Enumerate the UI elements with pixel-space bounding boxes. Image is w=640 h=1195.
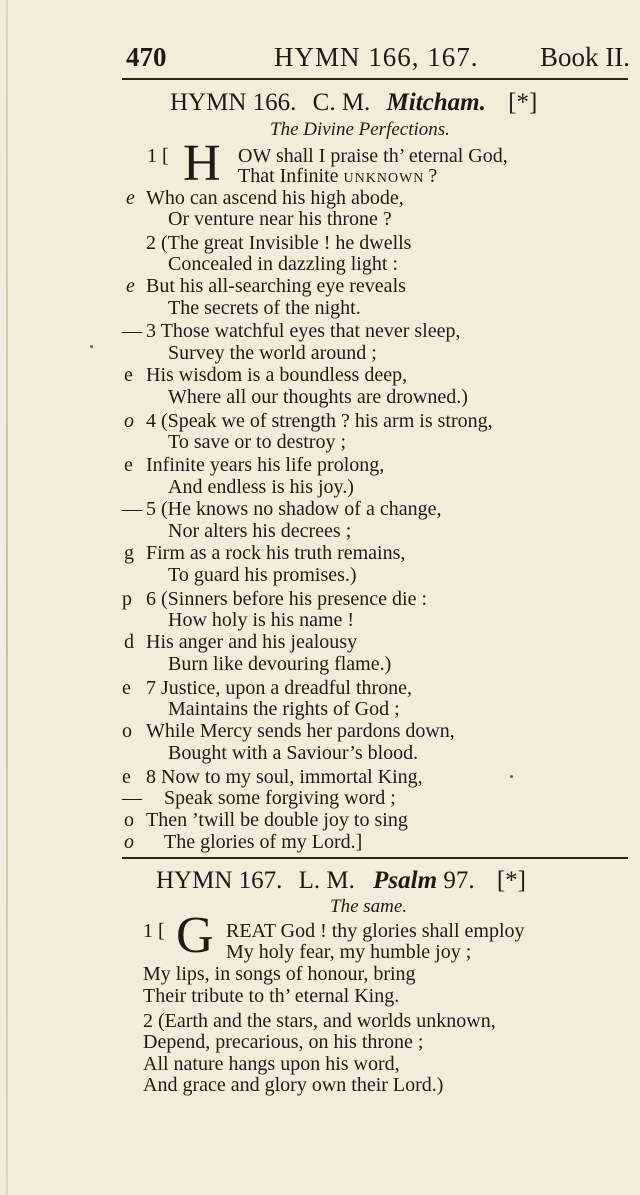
book-label: Book II.	[540, 42, 630, 72]
verse-line: 2 (The great Invisible ! he dwells	[146, 232, 412, 254]
dynamic-mark: d	[124, 631, 134, 653]
verse-line: Or venture near his throne ?	[168, 208, 392, 230]
hymn-166-meter: C. M.	[312, 89, 371, 116]
running-title: HYMN 166, 167.	[274, 42, 479, 72]
verse-line: 3 Those watchful eyes that never sleep,	[146, 320, 461, 342]
hymn-166-dropcap: H	[183, 135, 221, 192]
verse-line: All nature hangs upon his word,	[143, 1053, 400, 1075]
verse-line: How holy is his name !	[168, 609, 355, 631]
verse-line: Where all our thoughts are drowned.)	[168, 386, 468, 408]
hymn-167-subtitle: The same.	[330, 896, 408, 917]
verse-line: His anger and his jealousy	[146, 631, 358, 653]
hymn-166-line-2-smallcaps: UNKNOWN	[343, 171, 425, 186]
hymn-167-tune: Psalm	[373, 867, 438, 894]
verse-line: 2 (Earth and the stars, and worlds unknown,	[143, 1010, 496, 1032]
hymn-167-heading	[156, 867, 526, 895]
dynamic-mark: o	[124, 410, 134, 432]
hymn-167-line-1: REAT God ! thy glories shall employ	[226, 920, 525, 942]
verse-line: Burn like devouring flame.)	[168, 653, 392, 675]
hymn-166-heading	[170, 89, 537, 117]
dynamic-mark: p	[122, 588, 132, 610]
verse-line: Firm as a rock his truth remains,	[146, 542, 406, 564]
dynamic-mark: e	[124, 364, 133, 386]
verse-line: 7 Justice, upon a dreadful throne,	[146, 677, 413, 699]
ink-speck	[90, 345, 93, 348]
ink-speck	[510, 775, 513, 778]
dynamic-mark: e	[126, 187, 135, 209]
verse-line: Concealed in dazzling light :	[168, 253, 398, 275]
verse-line: While Mercy sends her pardons down,	[146, 720, 455, 742]
hymn-separator-rule	[122, 857, 628, 859]
dynamic-mark: e	[124, 454, 133, 476]
verse-line: My lips, in songs of honour, bring	[143, 963, 416, 985]
hymn-167-mark: [*]	[496, 867, 526, 894]
verse-line: Maintains the rights of God ;	[168, 698, 400, 720]
hymn-166-mark: [*]	[508, 89, 538, 116]
hymn-166-number: HYMN 166.	[170, 89, 297, 116]
verse-line: Depend, precarious, on his throne ;	[143, 1031, 424, 1053]
verse-line: 4 (Speak we of strength ? his arm is strong,	[146, 410, 493, 432]
hymn-167-dropcap: G	[176, 907, 214, 964]
dynamic-mark: —	[122, 320, 142, 342]
hymn-166-subtitle: The Divine Perfections.	[270, 119, 450, 140]
verse-line: Infinite years his life prolong,	[146, 454, 385, 476]
hymn-167-stanza-open: 1 [	[143, 920, 165, 942]
verse-line: Nor alters his decrees ;	[168, 520, 352, 542]
verse-line: 6 (Sinners before his presence die :	[146, 588, 428, 610]
hymn-167-tune-number: 97.	[443, 867, 475, 894]
dynamic-mark: g	[124, 542, 134, 564]
hymn-166-line-2-end: ?	[428, 165, 438, 187]
verse-line: But his all-searching eye reveals	[146, 275, 406, 297]
header-rule	[122, 78, 628, 80]
page-number: 470	[126, 42, 167, 72]
verse-line: To save or to destroy ;	[168, 431, 347, 453]
hymn-167-meter: L. M.	[298, 867, 355, 894]
verse-line: 5 (He knows no shadow of a change,	[146, 498, 442, 520]
verse-line: Then ’twill be double joy to sing	[146, 809, 408, 831]
dynamic-mark: o	[124, 831, 134, 853]
verse-line: 8 Now to my soul, immortal King,	[146, 766, 423, 788]
running-header	[126, 42, 630, 82]
dynamic-mark: o	[124, 809, 134, 831]
page-edge	[6, 0, 8, 1195]
hymn-167-number: HYMN 167.	[156, 867, 283, 894]
verse-line: The secrets of the night.	[168, 297, 361, 319]
verse-line: And grace and glory own their Lord.)	[143, 1074, 444, 1096]
verse-line: Who can ascend his high abode,	[146, 187, 404, 209]
hymn-167-line-2: My holy fear, my humble joy ;	[226, 941, 472, 963]
dynamic-mark: e	[122, 766, 131, 788]
dynamic-mark: —	[122, 498, 142, 520]
dynamic-mark: e	[126, 275, 135, 297]
dynamic-mark: e	[122, 677, 131, 699]
verse-line: Their tribute to th’ eternal King.	[143, 985, 400, 1007]
verse-line: To guard his promises.)	[168, 564, 357, 586]
verse-line: His wisdom is a boundless deep,	[146, 364, 408, 386]
hymn-166-line-2-text: That Infinite	[238, 165, 344, 187]
hymn-166-line-1: OW shall I praise th’ eternal God,	[238, 145, 508, 167]
verse-line: Bought with a Saviour’s blood.	[168, 742, 419, 764]
verse-line: The glories of my Lord.]	[164, 831, 363, 853]
hymn-166-tune: Mitcham.	[386, 89, 486, 116]
verse-line: Survey the world around ;	[168, 342, 377, 364]
verse-line: And endless is his joy.)	[168, 476, 354, 498]
verse-line: Speak some forgiving word ;	[164, 787, 396, 809]
dynamic-mark: o	[122, 720, 132, 742]
dynamic-mark: —	[122, 787, 142, 809]
hymn-166-stanza-open: 1 [	[147, 145, 169, 167]
